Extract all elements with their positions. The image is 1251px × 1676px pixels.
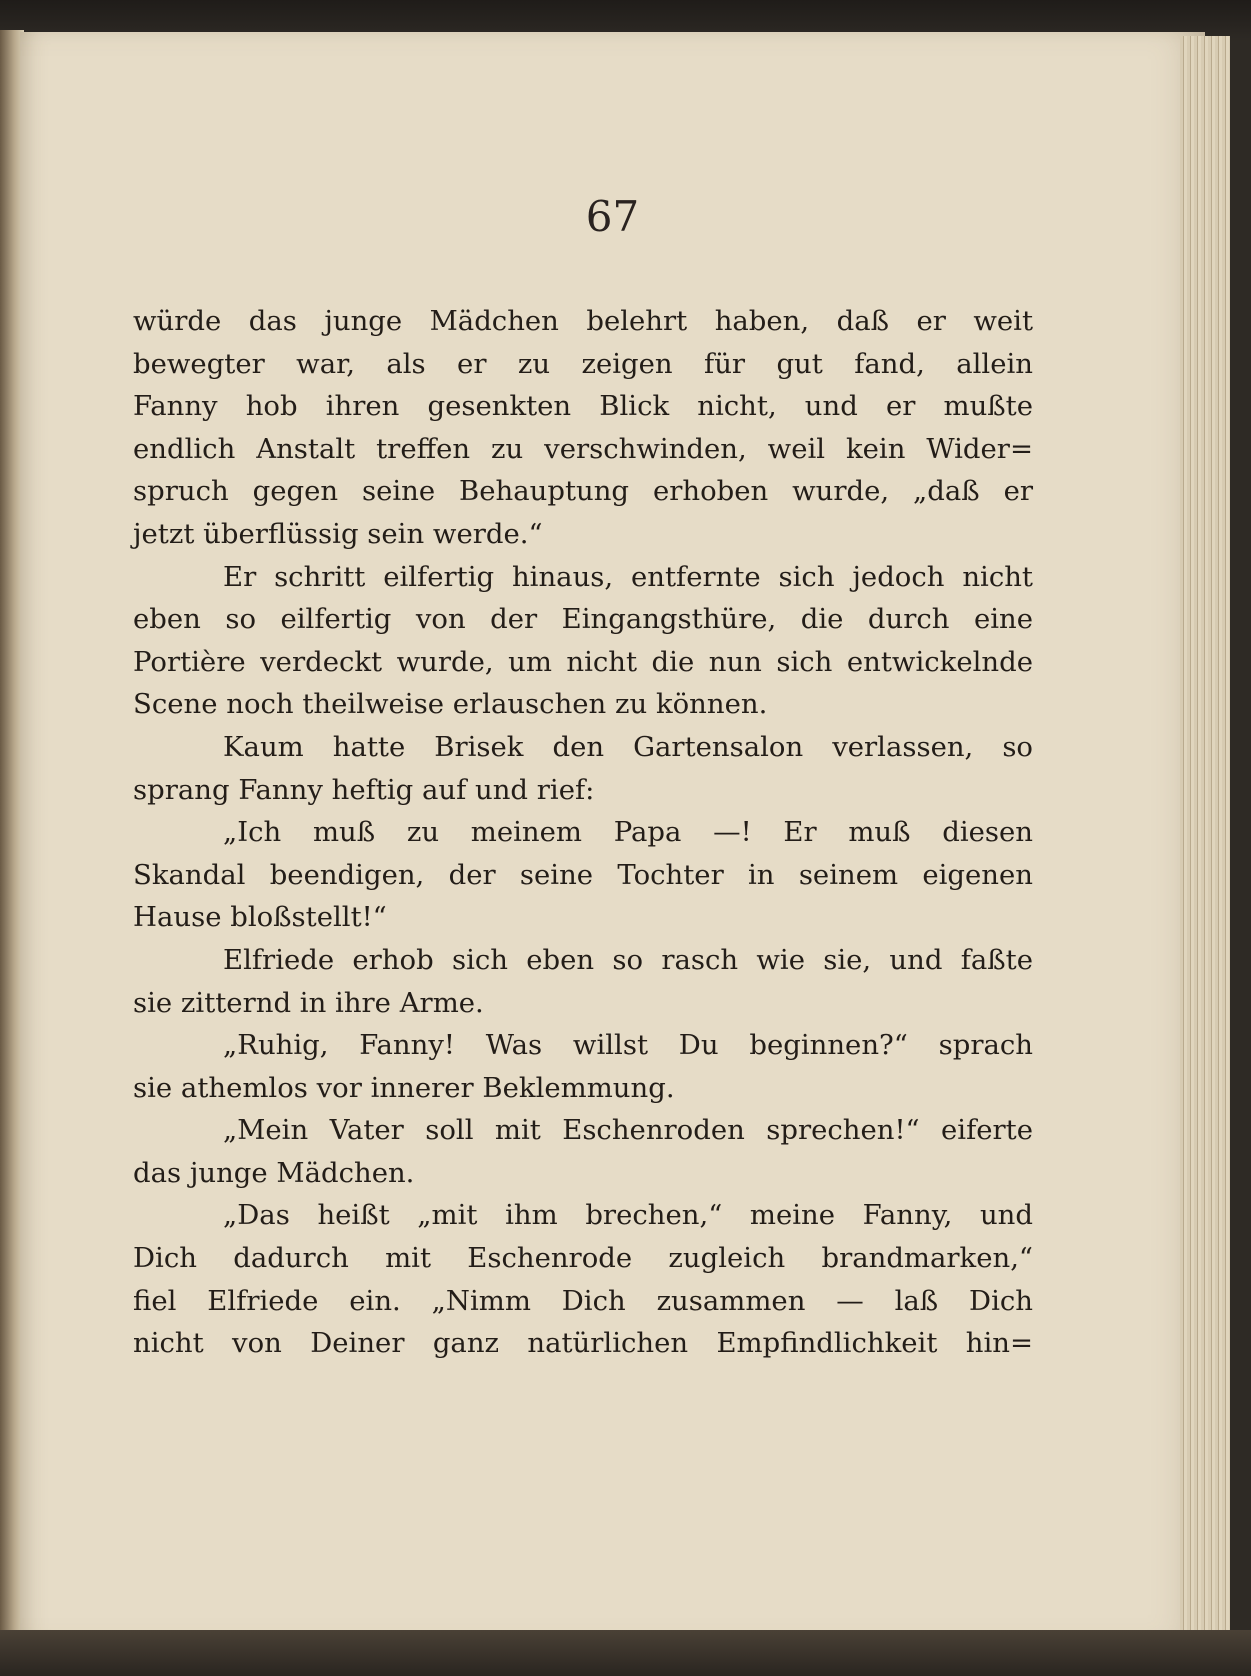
text-line: eben so eilfertig von der Eingangsthüre, die durch eine <box>133 603 1033 636</box>
text-line: Hause bloßstellt!“ <box>133 901 387 934</box>
page-number: 67 <box>585 192 640 241</box>
text-line: spruch gegen seine Behauptung erhoben wurde, „daß er <box>133 475 1033 508</box>
text-line: fiel Elfriede ein. „Nimm Dich zusammen — laß Dich <box>133 1284 1033 1317</box>
text-line: sie zitternd in ihre Arme. <box>133 986 484 1019</box>
text-line: Er schritt eilfertig hinaus, entfernte sich jedoch nicht <box>223 560 1033 593</box>
text-line: „Ich muß zu meinem Papa —! Er muß diesen <box>223 816 1033 849</box>
text-line: Scene noch theilweise erlauschen zu können. <box>133 688 768 721</box>
text-line: sie athemlos vor innerer Beklemmung. <box>133 1071 675 1104</box>
text-line: „Das heißt „mit ihm brechen,“ meine Fanny, und <box>223 1199 1033 1232</box>
text-line: das junge Mädchen. <box>133 1156 415 1189</box>
text-line: bewegter war, als er zu zeigen für gut fand, allein <box>133 347 1033 380</box>
text-line: „Ruhig, Fanny! Was willst Du beginnen?“ sprach <box>223 1029 1033 1062</box>
text-line: Elfriede erhob sich eben so rasch wie sie, und faßte <box>223 943 1033 976</box>
book-bottom-edge <box>0 1630 1251 1676</box>
text-line: jetzt überflüssig sein werde.“ <box>133 517 543 550</box>
page-edges <box>1180 36 1230 1636</box>
text-line: Kaum hatte Brisek den Gartensalon verlassen, so <box>223 730 1033 763</box>
text-line: Skandal beendigen, der seine Tochter in seinem eigenen <box>133 858 1033 891</box>
text-line: Portière verdeckt wurde, um nicht die nun sich entwickelnde <box>133 645 1033 678</box>
text-line: nicht von Deiner ganz natürlichen Empfindlichkeit hin= <box>133 1327 1033 1360</box>
text-line: Dich dadurch mit Eschenrode zugleich brandmarken,“ <box>133 1242 1033 1275</box>
text-line: Fanny hob ihren gesenkten Blick nicht, und er mußte <box>133 390 1033 423</box>
body-text <box>133 300 1033 1365</box>
text-line: sprang Fanny heftig auf und rief: <box>133 773 595 806</box>
book-page <box>20 32 1205 1642</box>
text-line: würde das junge Mädchen belehrt haben, daß er weit <box>133 305 1033 337</box>
text-line: „Mein Vater soll mit Eschenroden sprechen!“ eiferte <box>223 1114 1033 1147</box>
text-line: endlich Anstalt treffen zu verschwinden, weil kein Wider= <box>133 432 1033 465</box>
